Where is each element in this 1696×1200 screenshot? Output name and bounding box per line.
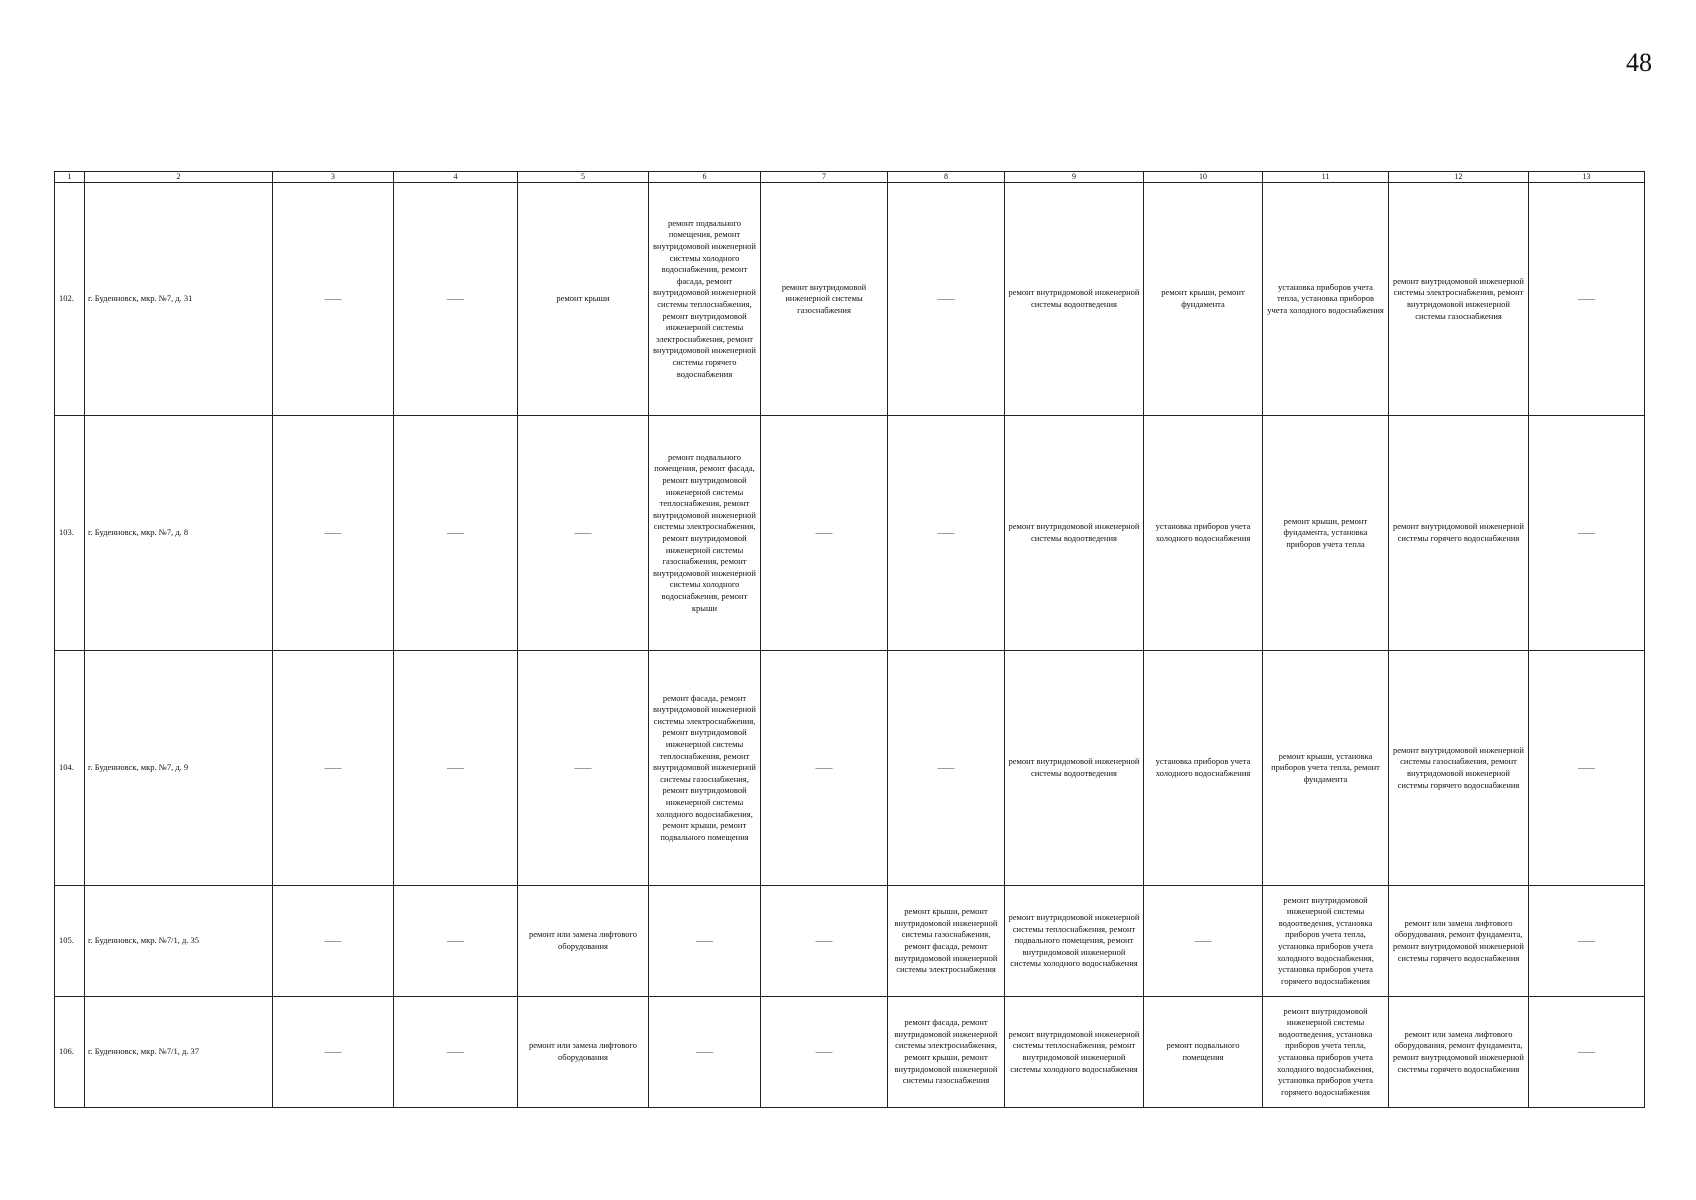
table-cell: —— <box>394 997 518 1108</box>
row-number: 105. <box>55 886 85 997</box>
table-cell: —— <box>273 886 394 997</box>
table-cell: ремонт крыши, ремонт фундамента <box>1144 183 1263 416</box>
table-cell: ремонт внутридомовой инженерной системы водоотведения <box>1005 416 1144 651</box>
table-cell: —— <box>761 886 888 997</box>
table-cell: ремонт крыши, установка приборов учета тепла, ремонт фундамента <box>1263 651 1389 886</box>
table-cell: ремонт внутридомовой инженерной системы водоотведения <box>1005 183 1144 416</box>
column-header: 3 <box>273 172 394 183</box>
table-cell: —— <box>1529 997 1645 1108</box>
table-cell: —— <box>1144 886 1263 997</box>
table-cell: ремонт или замена лифтового оборудования <box>518 886 649 997</box>
table-cell: ремонт внутридомовой инженерной системы водоотведения, установка приборов учета тепла, установка приборов учета холодного водоснабжения, установка приборов учета горячего водоснабжения <box>1263 997 1389 1108</box>
table-cell: ремонт внутридомовой инженерной системы горячего водоснабжения <box>1389 416 1529 651</box>
column-header: 5 <box>518 172 649 183</box>
row-number: 104. <box>55 651 85 886</box>
column-header: 12 <box>1389 172 1529 183</box>
table-cell: ремонт внутридомовой инженерной системы теплоснабжения, ремонт внутридомовой инженерной системы холодного водоснабжения <box>1005 997 1144 1108</box>
house-address: г. Буденновск, мкр. №7, д. 8 <box>85 416 273 651</box>
table-row <box>55 886 1645 997</box>
table-cell: —— <box>888 183 1005 416</box>
column-header: 6 <box>649 172 761 183</box>
row-number: 106. <box>55 997 85 1108</box>
table-cell: —— <box>649 886 761 997</box>
table-cell: —— <box>394 651 518 886</box>
table-cell: ремонт подвального помещения <box>1144 997 1263 1108</box>
table-cell: —— <box>273 997 394 1108</box>
column-header: 13 <box>1529 172 1645 183</box>
table-cell: —— <box>394 183 518 416</box>
house-address: г. Буденновск, мкр. №7, д. 9 <box>85 651 273 886</box>
table-cell: —— <box>649 997 761 1108</box>
column-number-row <box>55 172 1645 183</box>
table-cell: ремонт крыши, ремонт фундамента, установка приборов учета тепла <box>1263 416 1389 651</box>
row-number: 102. <box>55 183 85 416</box>
table-cell: ремонт крыши, ремонт внутридомовой инженерной системы газоснабжения, ремонт фасада, ремонт внутридомовой инженерной системы электроснабжения <box>888 886 1005 997</box>
column-header: 2 <box>85 172 273 183</box>
table-cell: ремонт или замена лифтового оборудования <box>518 997 649 1108</box>
table-cell: ремонт внутридомовой инженерной системы водоотведения, установка приборов учета тепла, установка приборов учета холодного водоснабжения, установка приборов учета горячего водоснабжения <box>1263 886 1389 997</box>
table-cell: —— <box>273 651 394 886</box>
row-number: 103. <box>55 416 85 651</box>
table-cell: —— <box>1529 183 1645 416</box>
table-cell: установка приборов учета холодного водоснабжения <box>1144 651 1263 886</box>
column-header: 9 <box>1005 172 1144 183</box>
table-cell: —— <box>761 997 888 1108</box>
table-cell: —— <box>518 651 649 886</box>
table-cell: ремонт внутридомовой инженерной системы газоснабжения, ремонт внутридомовой инженерной системы горячего водоснабжения <box>1389 651 1529 886</box>
column-header: 7 <box>761 172 888 183</box>
column-header: 1 <box>55 172 85 183</box>
table-cell: —— <box>888 416 1005 651</box>
table-cell: —— <box>761 416 888 651</box>
table-cell: ремонт или замена лифтового оборудования, ремонт фундамента, ремонт внутридомовой инженерной системы горячего водоснабжения <box>1389 886 1529 997</box>
table-cell: —— <box>1529 886 1645 997</box>
table-cell: ремонт подвального помещения, ремонт фасада, ремонт внутридомовой инженерной системы теплоснабжения, ремонт внутридомовой инженерной системы электроснабжения, ремонт внутридомовой инженерной системы газоснабжения, ремонт внутридомовой инженерной системы холодного водоснабжения, ремонт крыши <box>649 416 761 651</box>
table-cell: ремонт фасада, ремонт внутридомовой инженерной системы электроснабжения, ремонт крыши, ремонт внутридомовой инженерной системы газоснабжения <box>888 997 1005 1108</box>
table-cell: ремонт подвального помещения, ремонт внутридомовой инженерной системы холодного водоснабжения, ремонт фасада, ремонт внутридомовой инженерной системы теплоснабжения, ремонт внутридомовой инженерной системы электроснабжения, ремонт внутридомовой инженерной системы горячего водоснабжения <box>649 183 761 416</box>
table-cell: —— <box>1529 416 1645 651</box>
table-cell: —— <box>888 651 1005 886</box>
capital-repair-table <box>54 171 1645 1108</box>
house-address: г. Буденновск, мкр. №7/1, д. 35 <box>85 886 273 997</box>
page-number: 48 <box>1626 48 1652 77</box>
table-cell: ремонт фасада, ремонт внутридомовой инженерной системы электроснабжения, ремонт внутридомовой инженерной системы теплоснабжения, ремонт внутридомовой инженерной системы газоснабжения, ремонт внутридомовой инженерной системы холодного водоснабжения, ремонт крыши, ремонт подвального помещения <box>649 651 761 886</box>
table-cell: —— <box>394 886 518 997</box>
table-cell: ремонт крыши <box>518 183 649 416</box>
table-cell: ремонт внутридомовой инженерной системы газоснабжения <box>761 183 888 416</box>
column-header: 8 <box>888 172 1005 183</box>
table-row <box>55 651 1645 886</box>
table-cell: установка приборов учета тепла, установка приборов учета холодного водоснабжения <box>1263 183 1389 416</box>
table-row <box>55 183 1645 416</box>
table-row <box>55 416 1645 651</box>
table-cell: —— <box>1529 651 1645 886</box>
table-cell: ремонт или замена лифтового оборудования, ремонт фундамента, ремонт внутридомовой инженерной системы горячего водоснабжения <box>1389 997 1529 1108</box>
table-cell: —— <box>518 416 649 651</box>
table-cell: установка приборов учета холодного водоснабжения <box>1144 416 1263 651</box>
house-address: г. Буденновск, мкр. №7, д. 31 <box>85 183 273 416</box>
table-row <box>55 997 1645 1108</box>
table-cell: —— <box>273 416 394 651</box>
table-cell: ремонт внутридомовой инженерной системы водоотведения <box>1005 651 1144 886</box>
column-header: 4 <box>394 172 518 183</box>
table-cell: —— <box>761 651 888 886</box>
table-cell: ремонт внутридомовой инженерной системы электроснабжения, ремонт внутридомовой инженерной системы газоснабжения <box>1389 183 1529 416</box>
table-cell: ремонт внутридомовой инженерной системы теплоснабжения, ремонт подвального помещения, ремонт внутридомовой инженерной системы холодного водоснабжения <box>1005 886 1144 997</box>
column-header: 10 <box>1144 172 1263 183</box>
house-address: г. Буденновск, мкр. №7/1, д. 37 <box>85 997 273 1108</box>
table-cell: —— <box>394 416 518 651</box>
table-cell: —— <box>273 183 394 416</box>
column-header: 11 <box>1263 172 1389 183</box>
